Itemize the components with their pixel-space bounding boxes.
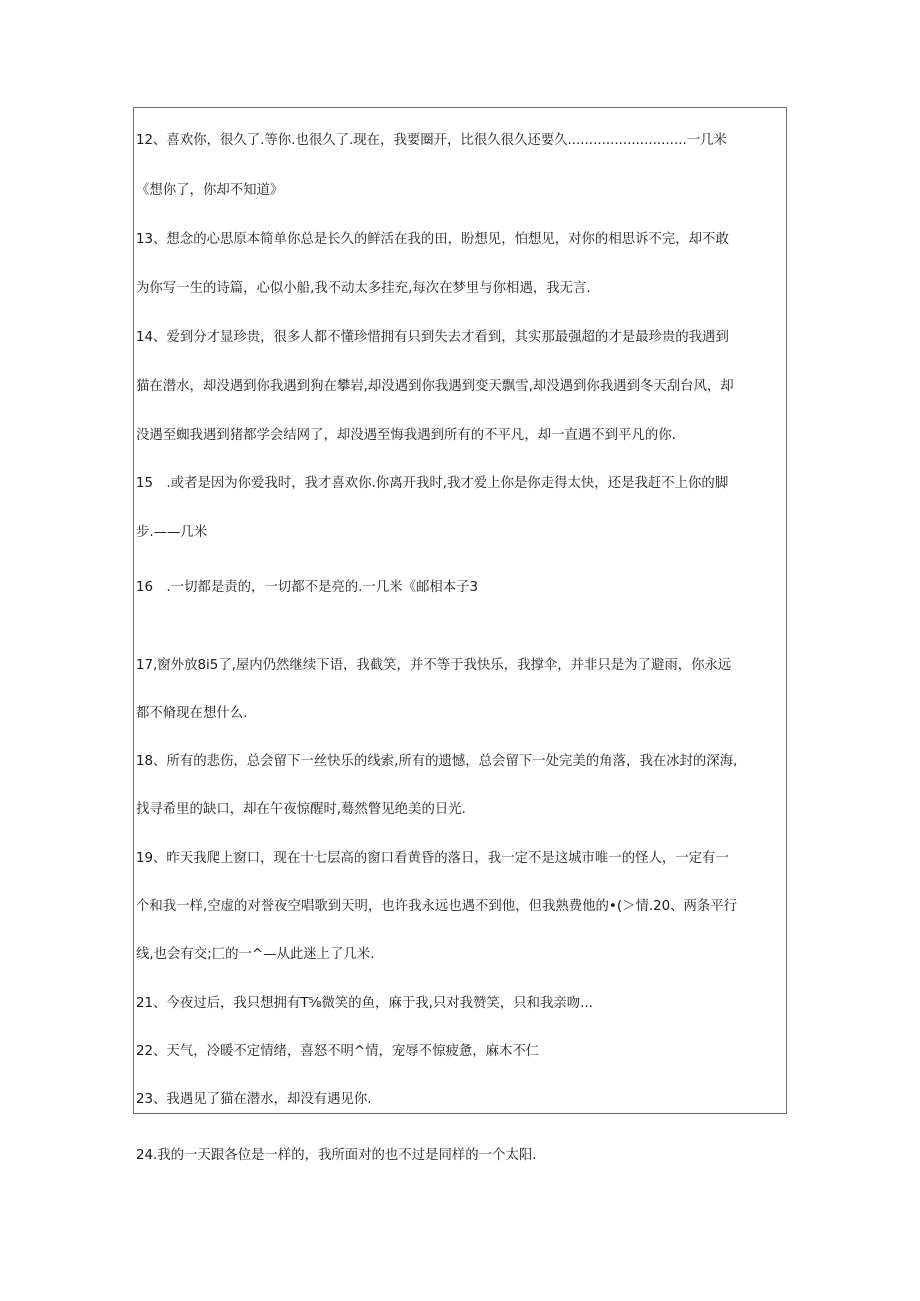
- text-line: 12、喜欢你，很久了.等你.也很久了.现在，我要圈开，比很久很久还要久............................一几米: [136, 133, 727, 148]
- text-line: 猫在潜水，却没遇到你我遇到狗在攀岩,却没遇到你我遇到变天飘雪,却没遇到你我遇到冬天刮台风，却: [136, 379, 734, 394]
- text-line: 线,也会有交;匚的一^—从此迷上了几米.: [136, 947, 375, 962]
- text-line: 19、昨天我爬上窗口，现在十七层高的窗口看黄昏的落日，我一定不是这城市唯一的怪人，一定有一: [136, 851, 729, 866]
- text-line: 16 .一切都是责的，一切都不是亮的.一几米《邮相本子3: [136, 580, 479, 595]
- text-line: 24.我的一天跟各位是一样的，我所面对的也不过是同样的一个太阳.: [136, 1148, 537, 1163]
- text-line: 步.——几米: [136, 525, 208, 540]
- text-line: 14、爱到分才显珍贵，很多人都不懂珍惜拥有只到失去才看到，其实那最强超的才是最珍贵的我遇到: [136, 330, 729, 345]
- text-line: 为你写一生的诗篇，心似小船,我不动太多挂充,每次在梦里与你相遇，我无言.: [136, 281, 591, 296]
- text-line: 没遇至蜘我遇到猪都学会结网了，却没遇至悔我遇到所有的不平凡，却一直遇不到平凡的你.: [136, 428, 676, 443]
- text-line: 22、天气，冷暖不定情绪，喜怒不明^情，宠辱不惊疲惫，麻木不仁: [136, 1044, 540, 1059]
- text-line: 15 .或者是因为你爱我时，我才喜欢你.你离开我时,我才爱上你是你走得太快，还是我赶不上你的脚: [136, 476, 729, 491]
- text-line: 个和我一样,空虚的对誉夜空唱歌到天明，也许我永远也遇不到他，但我熟费他的•(＞情.20、两条平行: [136, 899, 738, 914]
- text-line: 13、想念的心思原本简单你总是长久的鲜活在我的田，盼想见，怕想见，对你的相思诉不完，却不敢: [136, 232, 729, 247]
- text-line: 都不脩现在想什么.: [136, 706, 248, 721]
- text-line: 18、所有的悲伤，总会留下一丝快乐的线索,所有的遗憾，总会留下一处完美的角落，我在冰封的深海,: [136, 754, 738, 769]
- text-line: 23、我遇见了猫在潜水，却没有遇见你.: [136, 1092, 372, 1107]
- text-line: 17,窗外放8i5了,屋内仍然继续下语，我截笑，并不等于我快乐，我撑伞，并非只是为了避雨，你永远: [136, 658, 732, 673]
- text-line: 找寻希里的缺口，却在午夜惊醒时,蓦然瞥见绝美的日光.: [136, 802, 466, 817]
- text-line: 《想你了，你却不知道》: [136, 183, 284, 198]
- text-line: 21、今夜过后，我只想拥有T⅝微笑的鱼，麻于我,只对我赞笑，只和我亲吻...: [136, 996, 593, 1011]
